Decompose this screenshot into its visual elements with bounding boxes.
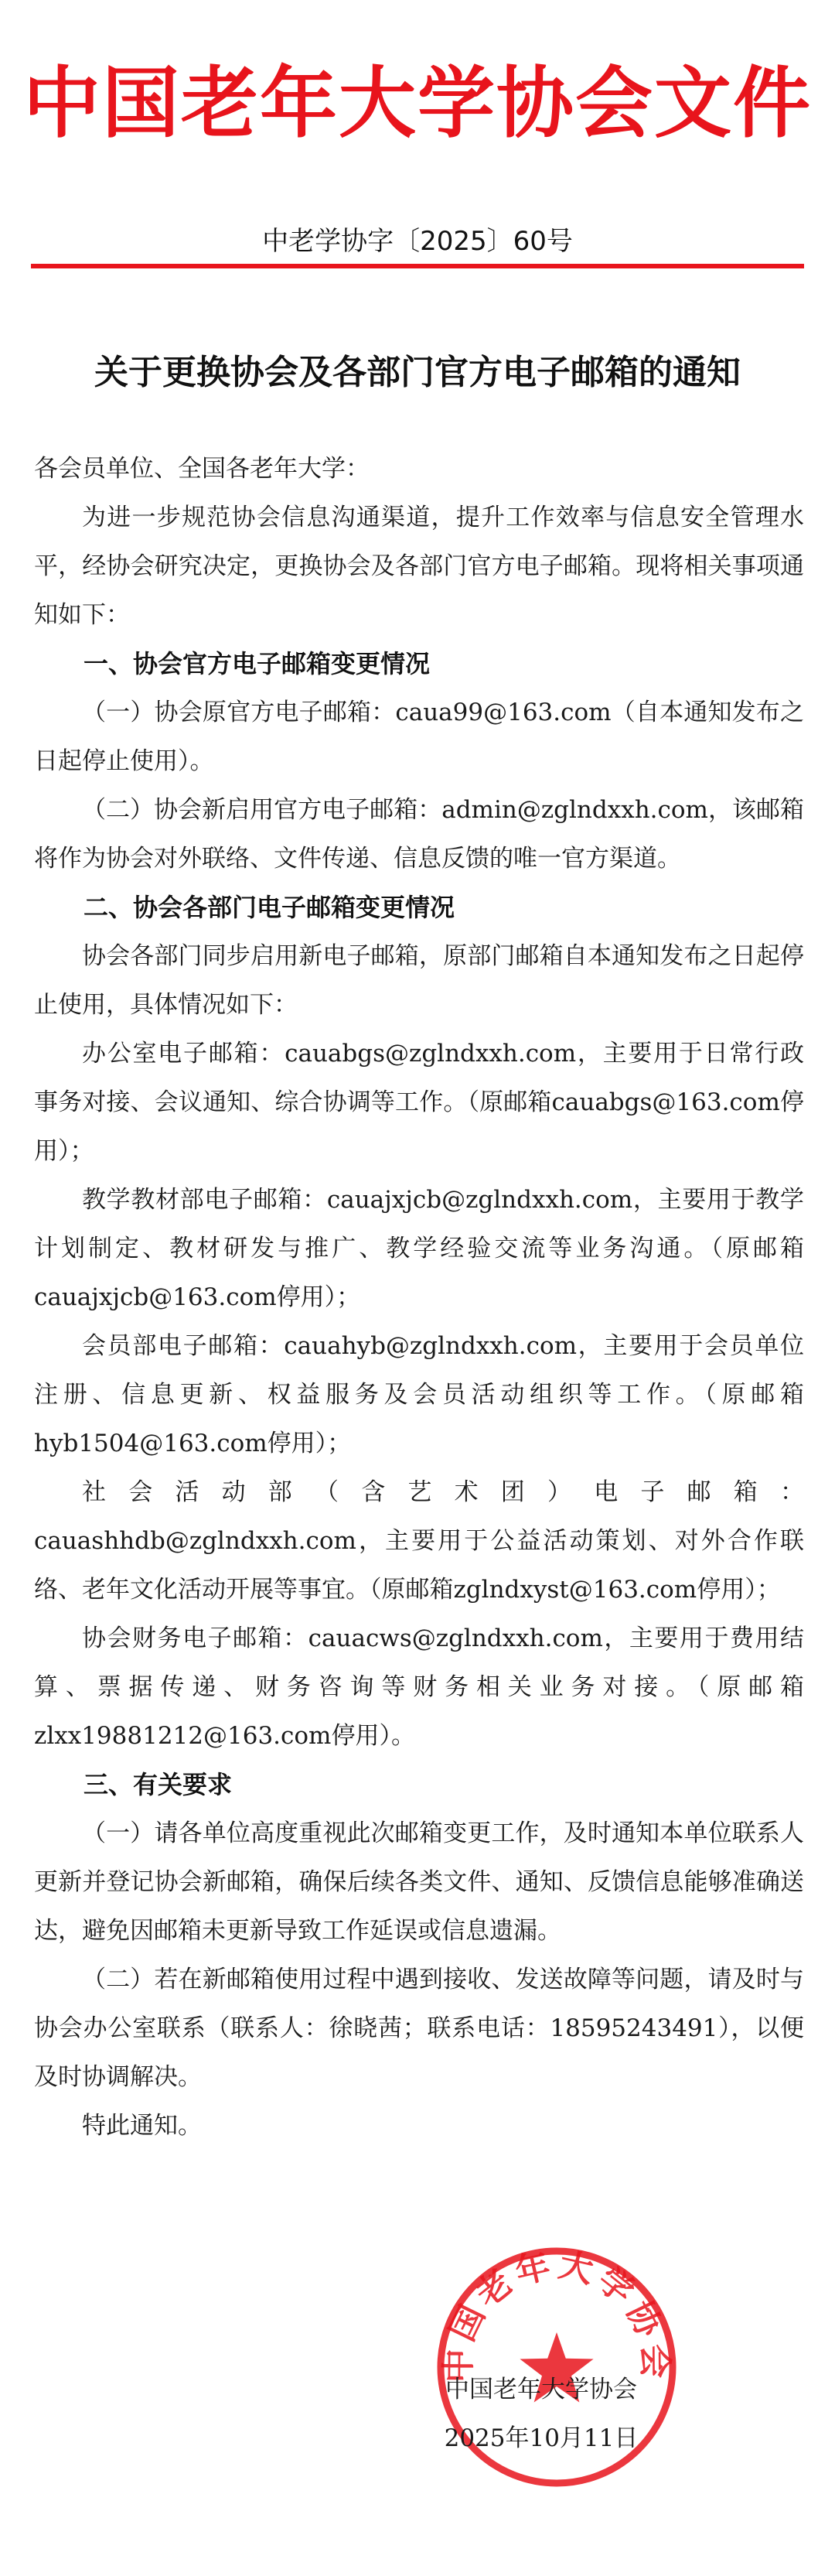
section2-item: 协会财务电子邮箱：cauacws@zglndxxh.com，主要用于费用结算、票据传递、财务咨询等财务相关业务对接。（原邮箱zlxx19881212@163.com停用）。 [34, 1625, 804, 1750]
section1-item: （二）协会新启用官方电子邮箱：admin@zglndxxh.com，该邮箱将作为协会对外联络、文件传递、信息反馈的唯一官方渠道。 [34, 796, 804, 873]
org-masthead: 中国老年大学协会文件 [23, 57, 812, 149]
notice-title: 关于更换协会及各部门官方电子邮箱的通知 [94, 353, 741, 392]
intro-paragraph: 为进一步规范协会信息沟通渠道，提升工作效率与信息安全管理水平，经协会研究决定，更换协会及各部门官方电子邮箱。现将相关事项通知如下： [34, 504, 804, 629]
section1-heading: 一、协会官方电子邮箱变更情况 [84, 649, 431, 678]
section3-heading: 三、有关要求 [84, 1770, 233, 1799]
notice-body [34, 445, 804, 2151]
closing-line: 特此通知。 [82, 2112, 202, 2140]
document-number: 中老学协字〔2025〕60号 [262, 226, 573, 257]
signature-block [348, 2366, 734, 2463]
section2-heading: 二、协会各部门电子邮箱变更情况 [84, 893, 455, 922]
section2-item: 会员部电子邮箱：cauahyb@zglndxxh.com，主要用于会员单位注册、信息更新、权益服务及会员活动组织等工作。（原邮箱hyb1504@163.com停用）； [34, 1332, 804, 1457]
salutation: 各会员单位、全国各老年大学： [34, 455, 370, 483]
section3-item: （二）若在新邮箱使用过程中遇到接收、发送故障等问题，请及时与协会办公室联系（联系人：徐晓茜；联系电话：18595243491），以便及时协调解决。 [34, 1966, 804, 2091]
section2-intro: 协会各部门同步启用新电子邮箱，原部门邮箱自本通知发布之日起停止使用，具体情况如下： [34, 942, 804, 1019]
section1-item: （一）协会原官方电子邮箱：caua99@163.com（自本通知发布之日起停止使用）。 [34, 699, 804, 775]
signature-org: 中国老年大学协会 [445, 2376, 637, 2403]
section2-item: 办公室电子邮箱：cauabgs@zglndxxh.com，主要用于日常行政事务对接、会议通知、综合协调等工作。（原邮箱cauabgs@163.com停用）； [34, 1040, 804, 1165]
section2-item: 教学教材部电子邮箱：cauajxjcb@zglndxxh.com，主要用于教学计划制定、教材研发与推广、教学经验交流等业务沟通。（原邮箱cauajxjcb@163.com停用）； [34, 1186, 804, 1311]
section2-item: 社会活动部（含艺术团）电子邮箱：cauashhdb@zglndxxh.com，主要用于公益活动策划、对外合作联络、老年文化活动开展等事宜。（原邮箱zglndxyst@163.com停用）； [34, 1478, 804, 1604]
signature-date: 2025年10月11日 [444, 2424, 639, 2452]
seal-text: 中国老年大学协会 [438, 2245, 675, 2383]
section3-item: （一）请各单位高度重视此次邮箱变更工作，及时通知本单位联系人更新并登记协会新邮箱，确保后续各类文件、通知、反馈信息能够准确送达，避免因邮箱未更新导致工作延误或信息遗漏。 [34, 1819, 804, 1945]
header-red-divider [31, 264, 804, 268]
